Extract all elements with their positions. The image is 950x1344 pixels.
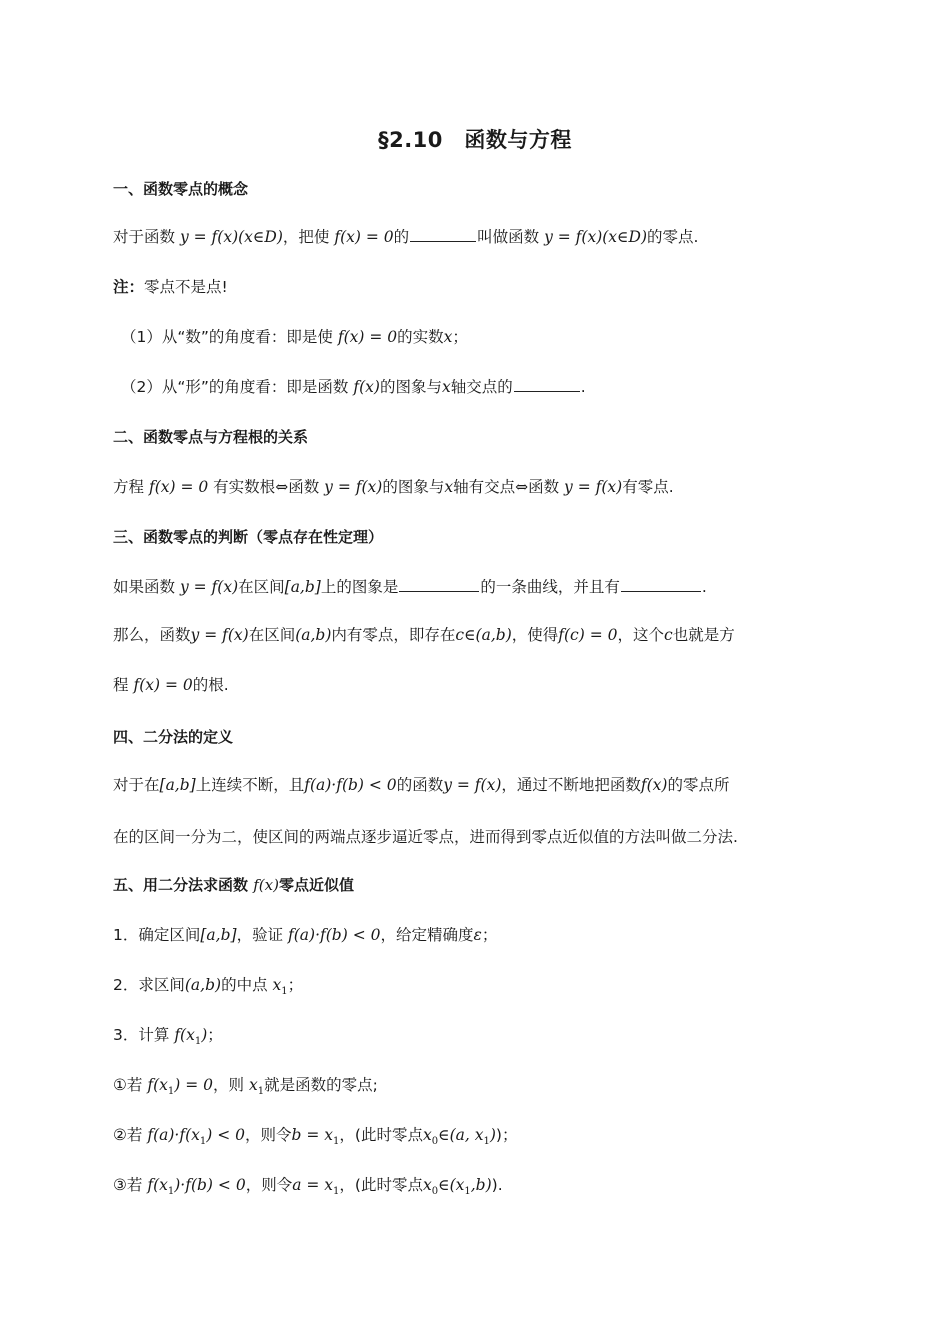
text: 的中点 bbox=[221, 976, 268, 994]
s1-item-2 bbox=[121, 374, 850, 400]
section-4-heading: 四、二分法的定义 bbox=[113, 728, 234, 746]
subscript: 1 bbox=[333, 1136, 340, 1148]
math-expression: f(x bbox=[147, 1076, 168, 1094]
subscript: 1 bbox=[333, 1186, 340, 1198]
math-expression: f(x bbox=[174, 1026, 195, 1044]
text: 1．确定区间 bbox=[113, 926, 201, 944]
text: 的一条曲线，并且有 bbox=[480, 578, 620, 596]
text: 内有零点，即存在 bbox=[331, 626, 456, 644]
text: 那么，函数 bbox=[113, 626, 191, 644]
text: 上的图象是 bbox=[320, 578, 399, 596]
text: ； bbox=[287, 976, 304, 994]
math-expression: )·f(b) < 0 bbox=[174, 1176, 246, 1194]
math-expression: y = f(x) bbox=[564, 478, 623, 496]
math-expression: f(x) = 0 bbox=[334, 228, 394, 246]
math-expression: [a,b] bbox=[159, 776, 196, 794]
text: 的图象与 bbox=[379, 378, 442, 396]
subscript: 1 bbox=[483, 1136, 490, 1148]
text: 也就是方 bbox=[672, 626, 735, 644]
text: 的零点. bbox=[647, 228, 699, 246]
section-2-heading: 二、函数零点与方程根的关系 bbox=[113, 428, 309, 446]
section-1-heading: 一、函数零点的概念 bbox=[113, 180, 249, 198]
text: 方程 bbox=[113, 478, 145, 496]
section-5-heading bbox=[113, 872, 850, 898]
text: 函数 bbox=[288, 478, 320, 496]
math-expression: (a,b) bbox=[295, 626, 332, 644]
text: 如果函数 bbox=[113, 578, 176, 596]
text: 就是函数的零点; bbox=[264, 1076, 378, 1094]
subscript: 1 bbox=[167, 1186, 175, 1198]
text: 在区间 bbox=[238, 578, 285, 596]
math-variable: x bbox=[441, 378, 451, 396]
text: ，通过不断地把函数 bbox=[501, 776, 641, 794]
text: 对于在 bbox=[113, 776, 160, 794]
text: 上连续不断，且 bbox=[195, 776, 305, 794]
text: ，给定精确度 bbox=[380, 926, 474, 944]
text: 对于函数 bbox=[113, 228, 176, 246]
text: 的零点所 bbox=[667, 776, 730, 794]
math-expression: f(c) = 0 bbox=[558, 626, 618, 644]
fill-blank bbox=[514, 374, 580, 392]
text: )； bbox=[495, 1126, 518, 1144]
note-label: 注： bbox=[113, 278, 145, 296]
s2-relation bbox=[113, 474, 850, 500]
text: ②若 bbox=[113, 1126, 143, 1144]
fill-blank bbox=[621, 574, 701, 592]
math-expression: ∈(x bbox=[438, 1176, 465, 1194]
math-expression: b = x bbox=[291, 1126, 334, 1144]
s5-case-2 bbox=[113, 1122, 850, 1155]
text: . bbox=[580, 378, 586, 396]
math-expression: f(x) = 0 bbox=[337, 328, 398, 346]
text: （1）从“数”的角度看：即是使 bbox=[121, 328, 333, 346]
math-expression: [a,b] bbox=[200, 926, 237, 944]
subscript: 1 bbox=[464, 1186, 471, 1198]
math-expression: c∈(a,b) bbox=[455, 626, 512, 644]
s4-line-1 bbox=[113, 772, 850, 798]
math-expression: ) < 0 bbox=[206, 1126, 245, 1144]
text: ，则 bbox=[213, 1076, 245, 1094]
section-3-heading: 三、函数零点的判断（零点存在性定理） bbox=[113, 528, 384, 546]
math-expression: f(x) = 0 bbox=[133, 676, 193, 694]
text: 在区间 bbox=[248, 626, 296, 644]
s5-case-3 bbox=[113, 1172, 850, 1205]
math-variable: ε bbox=[473, 926, 482, 944]
text: ，则令 bbox=[245, 1126, 292, 1144]
subscript: 1 bbox=[167, 1086, 175, 1098]
math-expression: ) bbox=[489, 1126, 496, 1144]
text: 2．求区间 bbox=[113, 976, 185, 994]
s3-line-3 bbox=[113, 672, 850, 698]
text: ，使得 bbox=[511, 626, 559, 644]
text: 的实数 bbox=[397, 328, 444, 346]
math-expression: y = f(x)(x∈D) bbox=[544, 228, 647, 246]
math-variable: x bbox=[443, 328, 453, 346]
subscript: 1 bbox=[199, 1136, 207, 1148]
subscript: 1 bbox=[281, 986, 288, 998]
s5-step-2 bbox=[113, 972, 850, 1005]
text: ，则令 bbox=[245, 1176, 293, 1194]
subscript: 1 bbox=[257, 1086, 265, 1098]
s3-line-2 bbox=[113, 622, 850, 648]
text: （2）从“形”的角度看：即是函数 bbox=[121, 378, 349, 396]
math-expression: [a,b] bbox=[284, 578, 321, 596]
math-expression: f(x) bbox=[640, 776, 668, 794]
text: ，验证 bbox=[236, 926, 284, 944]
text: 函数 bbox=[528, 478, 560, 496]
text: ； bbox=[481, 926, 498, 944]
s4-line-2: 在的区间一分为二，使区间的两端点逐步逼近零点，进而得到零点近似值的方法叫做二分法. bbox=[113, 828, 738, 846]
iff-symbol: ⇔ bbox=[515, 478, 529, 496]
text: ，把使 bbox=[282, 228, 330, 246]
text: 的 bbox=[393, 228, 410, 246]
s5-case-1 bbox=[113, 1072, 850, 1105]
text: 的根. bbox=[192, 676, 229, 694]
text: 的图象与 bbox=[382, 478, 445, 496]
math-expression: x bbox=[422, 1126, 432, 1144]
s1-item-1 bbox=[121, 324, 850, 350]
iff-symbol: ⇔ bbox=[275, 478, 289, 496]
math-expression: a = x bbox=[292, 1176, 334, 1194]
text: 叫做函数 bbox=[477, 228, 540, 246]
text: 的函数 bbox=[396, 776, 444, 794]
s1-note bbox=[113, 274, 850, 300]
subscript: 1 bbox=[194, 1036, 202, 1048]
math-expression: f(x) bbox=[353, 378, 380, 396]
text: ①若 bbox=[113, 1076, 143, 1094]
math-expression: f(x bbox=[147, 1176, 168, 1194]
text: 有实数根 bbox=[213, 478, 276, 496]
subscript: 0 bbox=[431, 1186, 439, 1198]
text: ，这个 bbox=[617, 626, 664, 644]
math-expression: ,b) bbox=[470, 1176, 492, 1194]
s1-definition bbox=[113, 224, 850, 250]
text: ； bbox=[207, 1026, 223, 1044]
s5-step-1 bbox=[113, 922, 850, 948]
math-expression: f(a)·f(b) < 0 bbox=[304, 776, 397, 794]
math-expression: ) = 0 bbox=[174, 1076, 213, 1094]
math-expression: f(a)·f(x bbox=[147, 1126, 200, 1144]
s5-step-3 bbox=[113, 1022, 850, 1055]
math-expression: y = f(x)(x∈D) bbox=[179, 228, 283, 246]
text: 轴交点的 bbox=[450, 378, 513, 396]
math-variable: x bbox=[248, 1076, 258, 1094]
math-variable: x bbox=[272, 976, 282, 994]
text: 轴有交点 bbox=[453, 478, 516, 496]
text: 五、用二分法求函数 bbox=[113, 876, 249, 894]
math-variable: c bbox=[664, 626, 673, 644]
math-expression: ) bbox=[201, 1026, 208, 1044]
page-title: §2.10 函数与方程 bbox=[378, 128, 572, 152]
math-variable: x bbox=[444, 478, 454, 496]
math-expression: y = f(x) bbox=[179, 578, 239, 596]
math-expression: ∈(a, x bbox=[438, 1126, 484, 1144]
text: 有零点. bbox=[622, 478, 674, 496]
math-expression: (a,b) bbox=[184, 976, 222, 994]
math-expression: f(x) = 0 bbox=[148, 478, 209, 496]
math-expression: y = f(x) bbox=[324, 478, 383, 496]
text: ). bbox=[491, 1176, 503, 1194]
s3-line-1 bbox=[113, 574, 850, 600]
fill-blank bbox=[399, 574, 479, 592]
text: 零点近似值 bbox=[278, 876, 354, 894]
subscript: 0 bbox=[431, 1136, 439, 1148]
text: ③若 bbox=[113, 1176, 143, 1194]
text: . bbox=[701, 578, 707, 596]
note-text: 零点不是点! bbox=[144, 278, 228, 296]
text: ，(此时零点 bbox=[339, 1126, 423, 1144]
text: ，(此时零点 bbox=[339, 1176, 423, 1194]
math-expression: y = f(x) bbox=[443, 776, 502, 794]
math-expression: y = f(x) bbox=[190, 626, 249, 644]
math-expression: x bbox=[422, 1176, 432, 1194]
text: 3．计算 bbox=[113, 1026, 170, 1044]
fill-blank bbox=[410, 224, 476, 242]
text: 程 bbox=[113, 676, 129, 694]
math-expression: f(a)·f(b) < 0 bbox=[288, 926, 381, 944]
text: ； bbox=[452, 328, 468, 346]
math-expression: f(x) bbox=[253, 876, 279, 894]
